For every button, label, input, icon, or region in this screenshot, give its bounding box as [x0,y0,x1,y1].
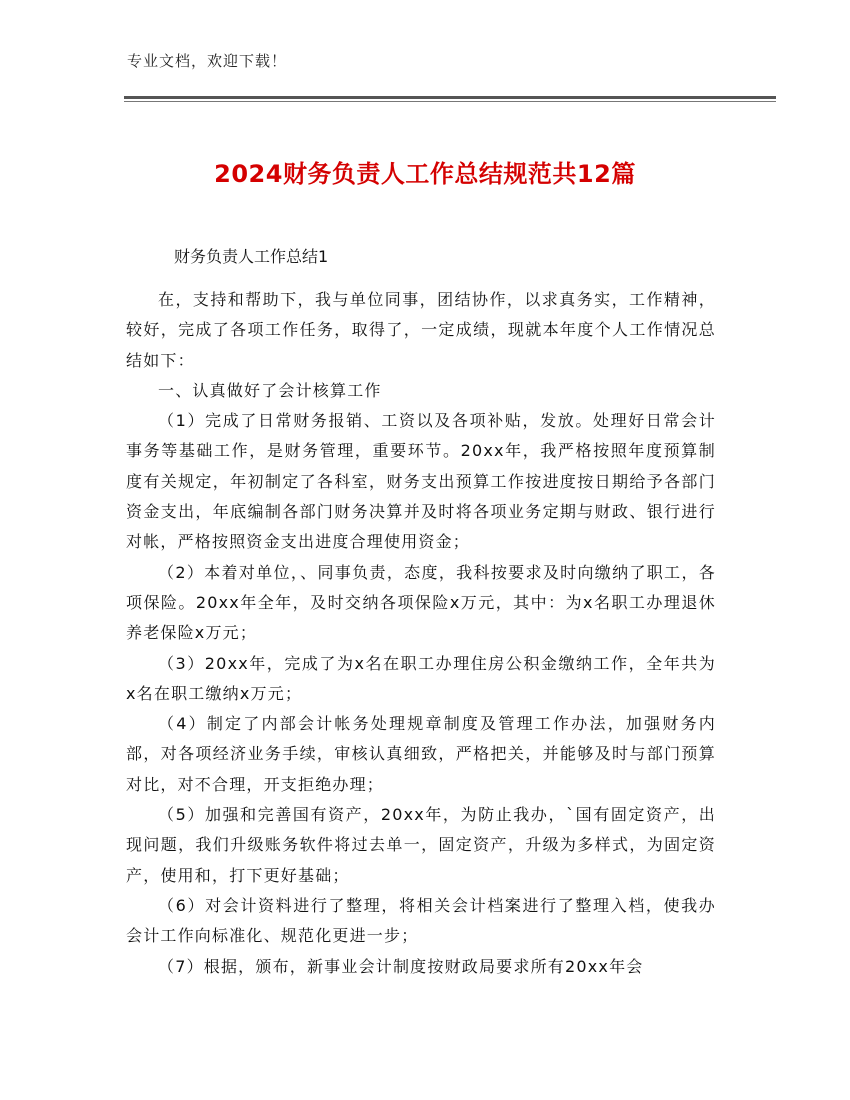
paragraph-item-4: （4）制定了内部会计帐务处理规章制度及管理工作办法，加强财务内部，对各项经济业务手续，审核认真细致，严格把关，并能够及时与部门预算对比，对不合理，开支拒绝办理； [126,714,716,794]
paragraph-intro: 在，支持和帮助下，我与单位同事，团结协作，以求真务实，工作精神，较好，完成了各项工作任务，取得了，一定成绩，现就本年度个人工作情况总结如下： [126,290,716,370]
paragraph-subheading-1: 一、认真做好了会计核算工作 [158,380,382,400]
header-note: 专业文档，欢迎下载！ [127,52,288,70]
paragraph-item-2: （2）本着对单位，、同事负责，态度，我科按要求及时向缴纳了职工，各项保险。20xx年全年，及时交纳各项保险x万元，其中：为x名职工办理退休养老保险x万元； [126,562,716,643]
header-divider-thick [124,96,776,99]
paragraph-item-5: （5）加强和完善国有资产，20xx年，为防止我办，`国有固定资产，出现问题，我们升级账务软件将过去单一，固定资产，升级为多样式，为固定资产，使用和，打下更好基础； [126,805,716,885]
header-divider-thin [124,101,776,102]
document-title: 2024财务负责人工作总结规范共12篇 [214,160,636,188]
paragraph-item-7: （7）根据，颁布，新事业会计制度按财政局要求所有20xx年会 [158,956,644,976]
paragraph-item-6: （6）对会计资料进行了整理，将相关会计档案进行了整理入档，使我办会计工作向标准化、规范化更进一步； [126,895,716,946]
document-body [126,285,716,982]
section-heading: 财务负责人工作总结1 [174,247,329,266]
paragraph-item-1: （1）完成了日常财务报销、工资以及各项补贴，发放。处理好日常会计事务等基础工作，是财务管理，重要环节。20xx年，我严格按照年度预算制度有关规定，年初制定了各科室，财务支出预算工作按进度按日期给予各部门资金支出，年底编制各部门财务决算并及时将各项业务定期与财政、银行进行对帐，严格按照资金支出进度合理使用资金； [126,411,716,552]
paragraph-item-3: （3）20xx年，完成了为x名在职工办理住房公积金缴纳工作，全年共为x名在职工缴纳x万元； [126,653,716,703]
